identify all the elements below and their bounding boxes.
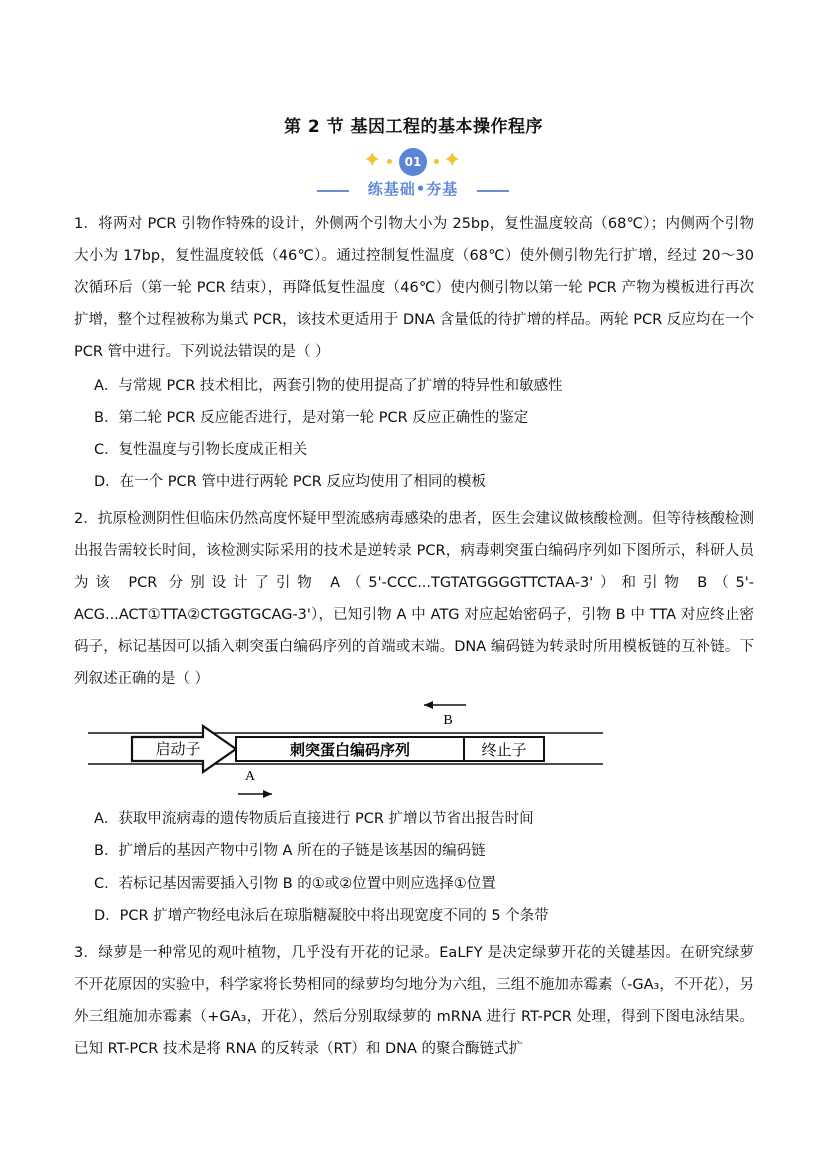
question-1-stem: 1．将两对 PCR 引物作特殊的设计，外侧两个引物大小为 25bp，复性温度较高（68℃）；内侧两个引物大小为 17bp，复性温度较低（46℃）。通过控制复性温度（68℃）使外侧引物先行扩增，经过 20～30 次循环后（第一轮 PCR 结束），再降低复性温度（46℃）使内侧引物以第一轮 PCR 产物为模板进行再次扩增，整个过程被称为巢式 PCR，该技术更适用于 DNA 含量低的待扩增的样品。两轮 PCR 反应均在一个 PCR 管中进行。下列说法错误的是（ ） — [74, 216, 754, 360]
question-2-option-a: A．获取甲流病毒的遗传物质后直接进行 PCR 扩增以节省出报告时间 — [94, 811, 534, 827]
gene-diagram-svg — [88, 700, 608, 805]
coding-sequence-label: 刺突蛋白编码序列 — [289, 741, 411, 759]
primer-a-arrowhead — [263, 790, 272, 798]
dot-icon — [387, 159, 392, 164]
question-1-option-a: A．与常规 PCR 技术相比，两套引物的使用提高了扩增的特异性和敏感性 — [94, 378, 563, 394]
terminator-label: 终止子 — [481, 741, 527, 759]
dot-icon — [434, 159, 439, 164]
question-2-option-d: D．PCR 扩增产物经电泳后在琼脂糖凝胶中将出现宽度不同的 5 个条带 — [94, 908, 549, 924]
gene-diagram — [88, 700, 608, 805]
question-2-option-c: C．若标记基因需要插入引物 B 的①或②位置中则应选择①位置 — [94, 876, 496, 892]
star-icon: ✦ — [443, 148, 462, 173]
primer-b-label: B — [443, 713, 453, 728]
section-badge — [313, 146, 513, 202]
promoter-label: 启动子 — [155, 740, 201, 758]
page-title: 第 2 节 基因工程的基本操作程序 — [283, 117, 544, 137]
divider-line — [477, 190, 509, 192]
primer-b-arrowhead — [424, 701, 433, 709]
section-number: 01 — [399, 148, 427, 176]
question-1-option-b: B．第二轮 PCR 反应能否进行，是对第一轮 PCR 反应正确性的鉴定 — [94, 410, 529, 426]
divider-line — [317, 190, 349, 192]
question-1-option-c: C．复性温度与引物长度成正相关 — [94, 442, 308, 458]
question-2-option-b: B．扩增后的基因产物中引物 A 所在的子链是该基因的编码链 — [94, 843, 486, 859]
question-1-option-d: D．在一个 PCR 管中进行两轮 PCR 反应均使用了相同的模板 — [94, 474, 486, 490]
question-3-stem: 3．绿萝是一种常见的观叶植物，几乎没有开花的记录。EaLFY 是决定绿萝开花的关键基因。在研究绿萝不开花原因的实验中，科学家将长势相同的绿萝均匀地分为六组，三组不施加赤霉素（-GA₃，不开花），另外三组施加赤霉素（+GA₃，开花），然后分别取绿萝的 mRNA 进行 RT-PCR 处理，得到下图电泳结果。已知 RT-PCR 技术是将 RNA 的反转录（RT）和 DNA 的聚合酶链式扩 — [74, 945, 754, 1057]
primer-a-label: A — [244, 769, 256, 784]
star-icon: ✦ — [363, 148, 382, 173]
question-2-stem: 2．抗原检测阴性但临床仍然高度怀疑甲型流感病毒感染的患者，医生会建议做核酸检测。但等待核酸检测出报告需较长时间，该检测实际采用的技术是逆转录 PCR，病毒刺突蛋白编码序列如下图所示，科研人员为该 PCR 分别设计了引物 A（5'-CCC...TGTATGGGGTTCTAA-3'）和引物 B（5'-ACG...ACT①TTA②CTGGTGCAG-3'），已知引物 A 中 ATG 对应起始密码子，引物 B 中 TTA 对应终止密码子，标记基因可以插入刺突蛋白编码序列的首端或末端。DNA 编码链为转录时所用模板链的互补链。下列叙述正确的是（ ） — [74, 511, 754, 687]
section-label: 练基础•夯基 — [367, 180, 459, 198]
